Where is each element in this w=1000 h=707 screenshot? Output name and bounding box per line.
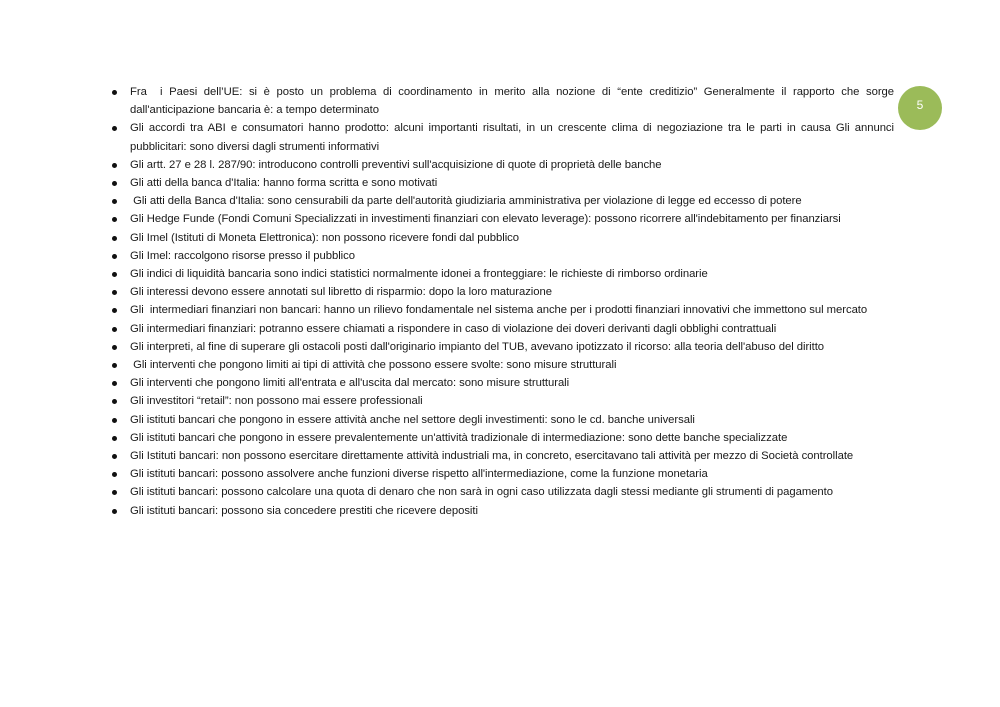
list-item-text: Gli Istituti bancari: non possono esercitare direttamente attività industriali ma, in concreto, esercitavano tali attività per mezzo di Società controllate [130, 450, 854, 463]
list-item-text: Gli Imel: raccolgono risorse presso il pubblico [130, 249, 355, 262]
list-item-text: Fra i Paesi dell’UE: si è posto un problema di coordinamento in merito alla nozione di “ente creditizio” Generalmente il rapporto che sorge dall'anticipazione bancaria è: a tempo determinato [130, 86, 898, 117]
bullet-icon [112, 272, 117, 277]
list-item-text: Gli interventi che pongono limiti ai tipi di attività che possono essere svolte: sono misure strutturali [130, 359, 617, 372]
list-item [112, 483, 894, 501]
list-item [112, 174, 894, 192]
bullet-icon [112, 399, 117, 404]
list-item-text: Gli intermediari finanziari: potranno essere chiamati a rispondere in caso di violazione dei doveri derivanti dagli obblighi contrattuali [130, 322, 777, 335]
bullet-icon [112, 199, 117, 204]
list-item-text: Gli istituti bancari che pongono in essere attività anche nel settore degli investimenti: sono le cd. banche universali [130, 413, 695, 426]
list-item [112, 429, 894, 447]
bullet-icon [112, 454, 117, 459]
bullet-icon [112, 436, 117, 441]
list-item [112, 301, 894, 319]
list-item [112, 265, 894, 283]
list-item-text: Gli Imel (Istituti di Moneta Elettronica): non possono ricevere fondi dal pubblico [130, 231, 519, 244]
bullet-icon [112, 181, 117, 186]
list-item-text: Gli interpreti, al fine di superare gli ostacoli posti dall'originario impianto del TUB, avevano ipotizzato il ricorso: alla teoria dell'abuso del diritto [130, 340, 825, 353]
bullet-list [112, 83, 898, 520]
bullet-icon [112, 509, 117, 514]
list-item [112, 247, 894, 265]
bullet-icon [112, 345, 117, 350]
list-item-text: Gli istituti bancari che pongono in essere prevalentemente un'attività tradizionale di intermediazione: sono dette banche specializzate [130, 431, 788, 444]
list-item [112, 374, 894, 392]
list-item-text: Gli istituti bancari: possono calcolare una quota di denaro che non sarà in ogni caso utilizzata dagli stessi mediante gli strumenti di pagamento [130, 486, 833, 499]
list-item-text: Gli istituti bancari: possono assolvere anche funzioni diverse rispetto all'intermediazione, come la funzione monetaria [130, 468, 708, 481]
bullet-icon [112, 126, 117, 131]
list-item-text: Gli atti della Banca d'Italia: sono censurabili da parte dell'autorità giudiziaria amministrativa per violazione di legge ed eccesso di potere [130, 195, 802, 208]
bullet-icon [112, 472, 117, 477]
list-item [112, 447, 894, 465]
bullet-icon [112, 308, 117, 313]
bullet-icon [112, 418, 117, 423]
list-item-text: Gli interventi che pongono limiti all'entrata e all'uscita dal mercato: sono misure strutturali [130, 377, 570, 390]
list-item-text: Gli indici di liquidità bancaria sono indici statistici normalmente idonei a fronteggiare: le richieste di rimborso ordinarie [130, 268, 708, 281]
list-item-text: Gli intermediari finanziari non bancari: hanno un rilievo fondamentale nel sistema anche per i prodotti finanziari innovativi che immettono sul mercato [130, 304, 868, 317]
bullet-icon [112, 236, 117, 241]
list-item [112, 283, 894, 301]
list-item [112, 119, 898, 155]
list-item-text: Gli investitori “retail”: non possono mai essere professionali [130, 395, 423, 408]
list-item [112, 392, 894, 410]
list-item [112, 320, 894, 338]
page-number-badge: 5 [898, 86, 942, 130]
list-item-text: Gli istituti bancari: possono sia concedere prestiti che ricevere depositi [130, 504, 478, 517]
bullet-icon [112, 290, 117, 295]
bullet-icon [112, 327, 117, 332]
list-item [112, 465, 894, 483]
list-item [112, 83, 898, 119]
list-item-text: Gli accordi tra ABI e consumatori hanno prodotto: alcuni importanti risultati, in un crescente clima di negoziazione tra le parti in causa Gli annunci pubblicitari: sono diversi dagli strumenti informativi [130, 122, 898, 153]
list-item [112, 210, 894, 228]
bullet-icon [112, 163, 117, 168]
list-item [112, 156, 894, 174]
list-item [112, 192, 894, 210]
list-item-text: Gli artt. 27 e 28 l. 287/90: introducono controlli preventivi sull'acquisizione di quote di proprietà delle banche [130, 158, 662, 171]
list-item [112, 356, 894, 374]
bullet-icon [112, 490, 117, 495]
bullet-icon [112, 363, 117, 368]
bullet-icon [112, 90, 117, 95]
bullet-icon [112, 254, 117, 259]
list-item-text: Gli interessi devono essere annotati sul libretto di risparmio: dopo la loro maturazione [130, 286, 552, 299]
list-item-text: Gli Hedge Funde (Fondi Comuni Specializzati in investimenti finanziari con elevato leverage): possono ricorrere all'indebitamento per finanziarsi [130, 213, 841, 226]
list-item [112, 502, 894, 520]
list-item-text: Gli atti della banca d'Italia: hanno forma scritta e sono motivati [130, 177, 438, 190]
list-item [112, 411, 894, 429]
list-item [112, 338, 894, 356]
bullet-icon [112, 217, 117, 222]
list-item [112, 229, 894, 247]
bullet-icon [112, 381, 117, 386]
